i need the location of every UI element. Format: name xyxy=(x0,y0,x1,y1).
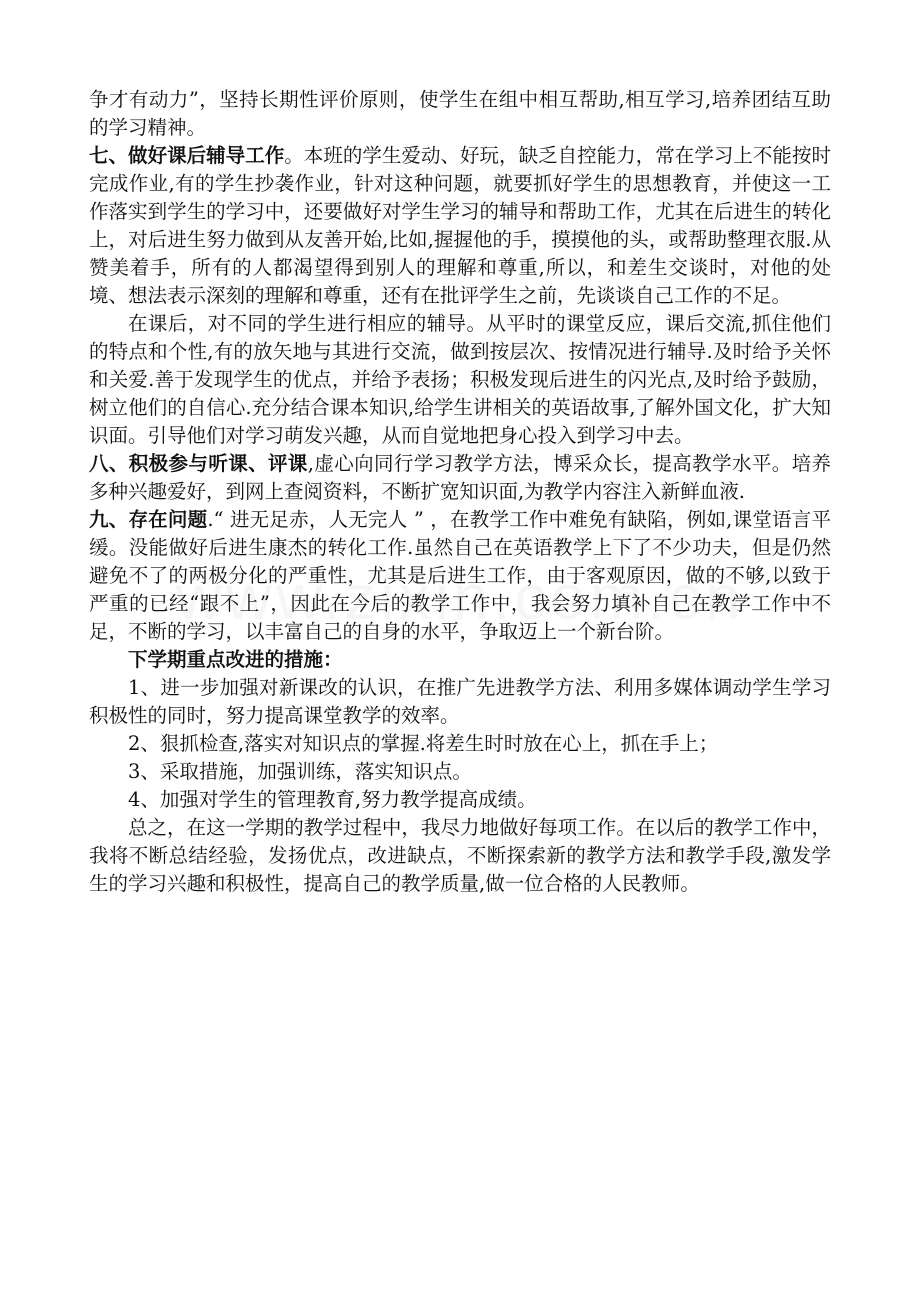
paragraph-section-seven xyxy=(89,142,831,310)
paragraph-text: 2、狠抓检查,落实对知识点的掌握.将差生时时放在心上，抓在手上； xyxy=(128,732,719,755)
paragraph-text: 1、进一步加强对新课改的认识，在推广先进教学方法、利用多媒体调动学生学习积极性的同时，努力提高课堂教学的效率。 xyxy=(89,676,831,727)
paragraph-text: 4、加强对学生的管理教育,努力教学提高成绩。 xyxy=(128,788,537,811)
sub-heading-next-term-measures: 下学期重点改进的措施： xyxy=(128,648,343,671)
list-item-measure-4 xyxy=(89,786,831,814)
paragraph-improvement-heading xyxy=(89,646,831,674)
section-heading-existing-problems: 九、存在问题 xyxy=(89,508,208,531)
paragraph-section-eight xyxy=(89,450,831,506)
paragraph-text: 争才有动力”，坚持长期性评价原则，使学生在组中相互帮助,相互学习,培养团结互助的学习精神。 xyxy=(89,88,831,139)
list-item-measure-3 xyxy=(89,758,831,786)
list-item-measure-1 xyxy=(89,674,831,730)
paragraph-section-nine xyxy=(89,506,831,646)
paragraph-text: 。本班的学生爱动、好玩，缺乏自控能力，常在学习上不能按时完成作业,有的学生抄袭作业，针对这种问题，就要抓好学生的思想教育，并使这一工作落实到学生的学习中，还要做好对学生学习的辅导和帮助工作，尤其在后进生的转化上，对后进生努力做到从友善开始,比如,握握他的手，摸摸他的头，或帮助整理衣服.从赞美着手，所有的人都渴望得到别人的理解和尊重,所以，和差生交谈时，对他的处境、想法表示深刻的理解和尊重，还有在批评学生之前，先谈谈自己工作的不足。 xyxy=(89,144,831,307)
paragraph-intro-continuation xyxy=(89,86,831,142)
paragraph-text: 总之，在这一学期的教学过程中，我尽力地做好每项工作。在以后的教学工作中，我将不断总结经验，发扬优点，改进缺点，不断探索新的教学方法和教学手段,激发学生的学习兴趣和积极性，提高自己的教学质量,做一位合格的人民教师。 xyxy=(89,816,831,895)
paragraph-text: .“ 进无足赤，人无完人 ” ，在教学工作中难免有缺陷，例如,课堂语言平缓。没能做好后进生康杰的转化工作.虽然自己在英语教学上下了不少功夫，但是仍然避免不了的两极分化的严重性，尤其是后进生工作，由于客观原因，做的不够,以致于严重的已经“跟不上”，因此在今后的教学工作中，我会努力填补自己在教学工作中不足，不断的学习，以丰富自己的自身的水平，争取迈上一个新台阶。 xyxy=(89,508,831,643)
list-item-measure-2 xyxy=(89,730,831,758)
paragraph-conclusion xyxy=(89,814,831,898)
section-heading-lesson-observation: 八、积极参与听课、评课 xyxy=(89,452,308,475)
section-heading-after-class-tutoring: 七、做好课后辅导工作 xyxy=(89,144,285,167)
paragraph-text: 在课后，对不同的学生进行相应的辅导。从平时的课堂反应，课后交流,抓住他们的特点和个性,有的放矢地与其进行交流，做到按层次、按情况进行辅导.及时给予关怀和关爱.善于发现学生的优点，并给予表扬；积极发现后进生的闪光点,及时给予鼓励，树立他们的自信心.充分结合课本知识,给学生讲相关的英语故事,了解外国文化，扩大知识面。引导他们对学习萌发兴趣，从而自觉地把身心投入到学习中去。 xyxy=(89,312,831,447)
paragraph-after-class-detail xyxy=(89,310,831,450)
document-page xyxy=(89,86,831,898)
paragraph-text: 3、采取措施，加强训练，落实知识点。 xyxy=(128,760,472,783)
paragraph-text: ,虚心向同行学习教学方法，博采众长，提高教学水平。培养多种兴趣爱好，到网上查阅资料，不断扩宽知识面,为教学内容注入新鲜血液. xyxy=(89,452,831,503)
